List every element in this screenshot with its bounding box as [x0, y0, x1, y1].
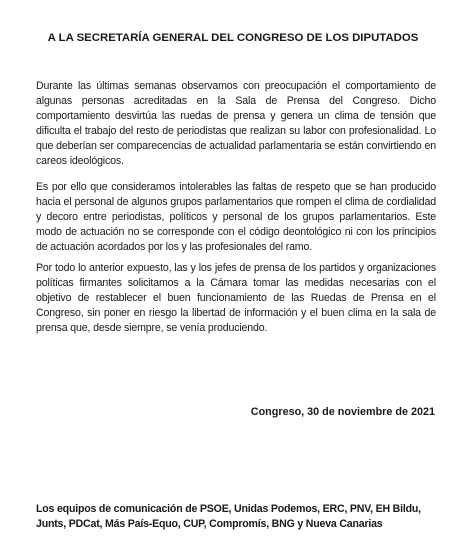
paragraph-disrespect: Es por ello que consideramos intolerables las faltas de respeto que se han producido hacia el personal de algunos grupos parlamentarios que rompen el clima de cordialidad y decoro entre periodistas, políticos y personal de los grupos parlamentarios. Este modo de actuación no se corresponde con el código deontológico ni con los principios de actuación acordados por los y las profesionales del ramo. — [36, 181, 436, 253]
paragraph-concern: Durante las últimas semanas observamos con preocupación el comportamiento de algunas personas acreditadas en la Sala de Prensa del Congreso. Dicho comportamiento desvirtúa las ruedas de prensa y genera un clima de tensión que dificulta el trabajo del resto de periodistas que realizan su labor con profesionalidad. Lo que deberían ser comparecencias de actualidad parlamentaria se están convirtiendo en careos ideológicos. — [36, 80, 436, 167]
paragraph-request: Por todo lo anterior expuesto, las y los jefes de prensa de los partidos y organizaciones políticas firmantes solicitamos a la Cámara tomar las medidas necesarias con el objetivo de restablecer el buen funcionamiento de las Ruedas de Prensa en el Congreso, sin poner en riesgo la libertad de información y el buen clima en la sala de prensa que, desde siempre, se venía produciendo. — [36, 262, 436, 334]
date-line: Congreso, 30 de noviembre de 2021 — [250, 406, 435, 418]
signatories: Los equipos de comunicación de PSOE, Unidas Podemos, ERC, PNV, EH Bildu, Junts, PDCat, Más País-Equo, CUP, Compromís, BNG y Nueva Canarias — [36, 503, 421, 530]
document-title: A LA SECRETARÍA GENERAL DEL CONGRESO DE LOS DIPUTADOS — [47, 32, 419, 44]
